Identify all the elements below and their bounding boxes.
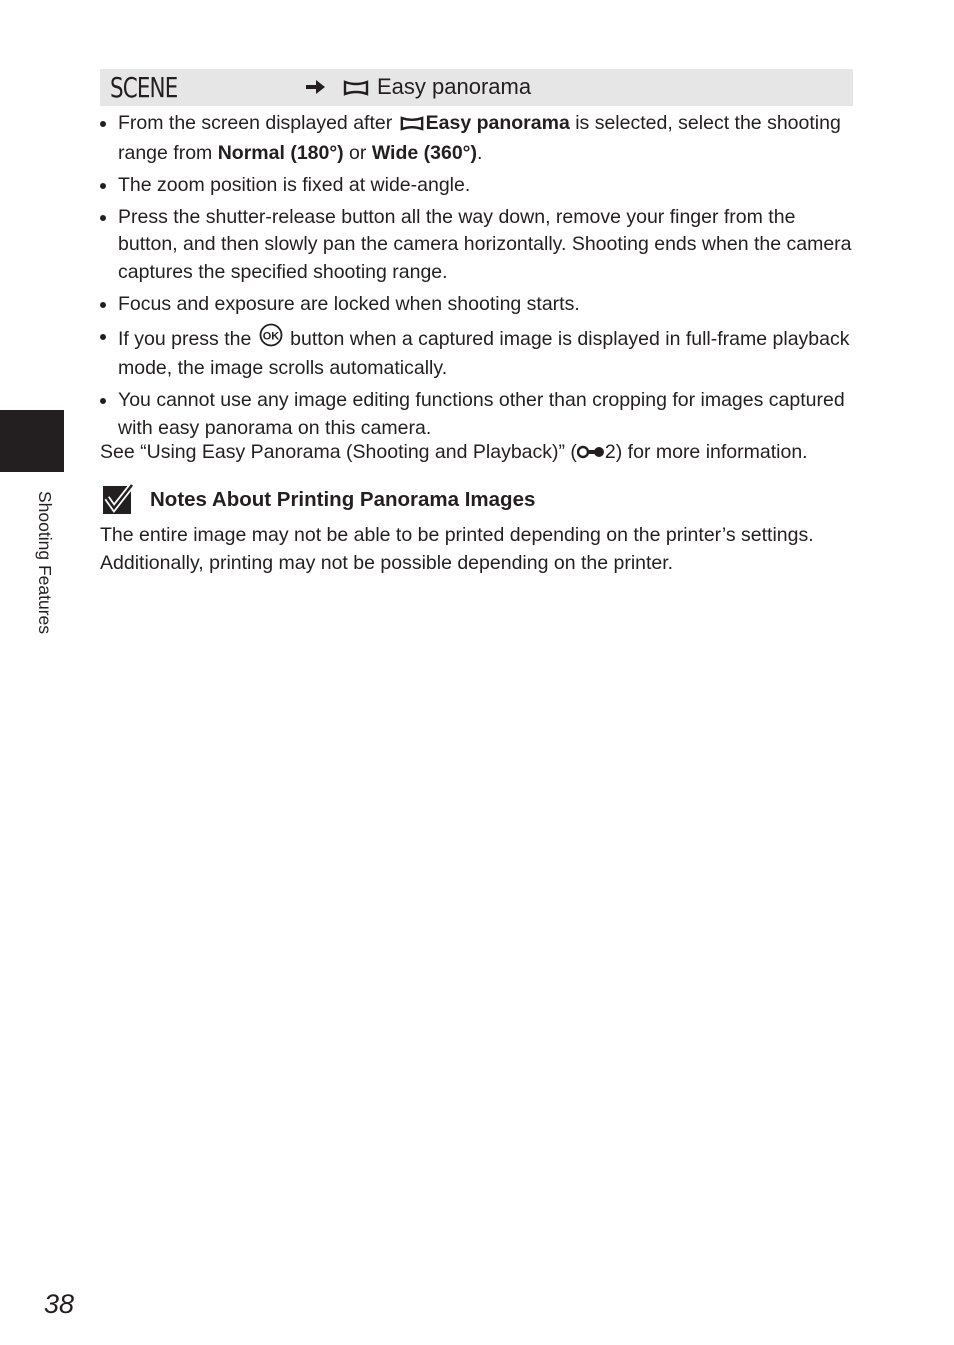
bullet-text: From the screen displayed after	[118, 112, 398, 134]
bullet-dot	[100, 334, 106, 340]
bullet-item	[100, 291, 860, 319]
bullet-text: Focus and exposure are locked when shooting starts.	[118, 292, 580, 315]
bullet-text: Press the shutter-release button all the way down, remove your finger from the button, and then slowly pan the camera horizontally. Shooting ends when the camera captures the specified shooting range.	[118, 205, 852, 283]
reference-section-icon	[577, 444, 605, 460]
bullet-dot	[100, 398, 106, 404]
bullet-text: is selected, select the shooting range from	[118, 112, 841, 164]
bullet-dot	[100, 302, 106, 308]
scene-mode-label: SCENE	[110, 71, 178, 104]
bullet-bold-text: Normal (180°)	[217, 141, 344, 164]
right-arrow-icon	[304, 78, 326, 96]
ok-button-icon	[259, 323, 283, 356]
bullet-text: If you press the	[118, 327, 257, 350]
note-title: Notes About Printing Panorama Images	[150, 488, 536, 511]
bullet-item	[100, 110, 860, 167]
chapter-tab	[0, 410, 64, 472]
panorama-icon	[400, 112, 424, 140]
see-page-ref: 2	[604, 441, 616, 463]
section-title: Easy panorama	[377, 74, 532, 99]
chapter-label: Shooting Features	[35, 491, 55, 635]
bullet-dot	[100, 183, 106, 189]
svg-text:OK: OK	[262, 330, 279, 342]
bullet-item	[100, 387, 860, 442]
bullet-bold-text: Wide (360°)	[371, 141, 477, 164]
bullet-bold-text: Easy panorama	[425, 112, 570, 134]
panorama-icon	[343, 80, 369, 96]
checkmark-note-icon	[102, 483, 136, 515]
bullet-text: You cannot use any image editing functions other than cropping for images captured with easy panorama on this camera.	[118, 389, 845, 439]
see-text-after: ) for more information.	[615, 441, 808, 463]
bullet-item	[100, 323, 860, 383]
bullet-text: The zoom position is fixed at wide-angle.	[118, 173, 471, 196]
section-header	[100, 69, 853, 106]
bullet-text: button when a captured image is displayed in full-frame playback mode, the image scrolls automatically.	[118, 327, 850, 379]
see-reference	[100, 438, 808, 466]
page-number: 38	[44, 1289, 75, 1319]
bullet-text: .	[476, 141, 483, 164]
bullet-text: or	[343, 141, 372, 164]
bullet-dot	[100, 215, 106, 221]
bullet-list	[100, 110, 860, 447]
see-text-before: See “Using Easy Panorama (Shooting and Playback)” (	[100, 441, 577, 463]
bullet-item	[100, 172, 860, 200]
bullet-item	[100, 204, 860, 287]
note-body: The entire image may not be able to be printed depending on the printer’s settings. Additionally, printing may not be possible depending on the printer.	[100, 524, 814, 574]
bullet-dot	[100, 121, 106, 127]
